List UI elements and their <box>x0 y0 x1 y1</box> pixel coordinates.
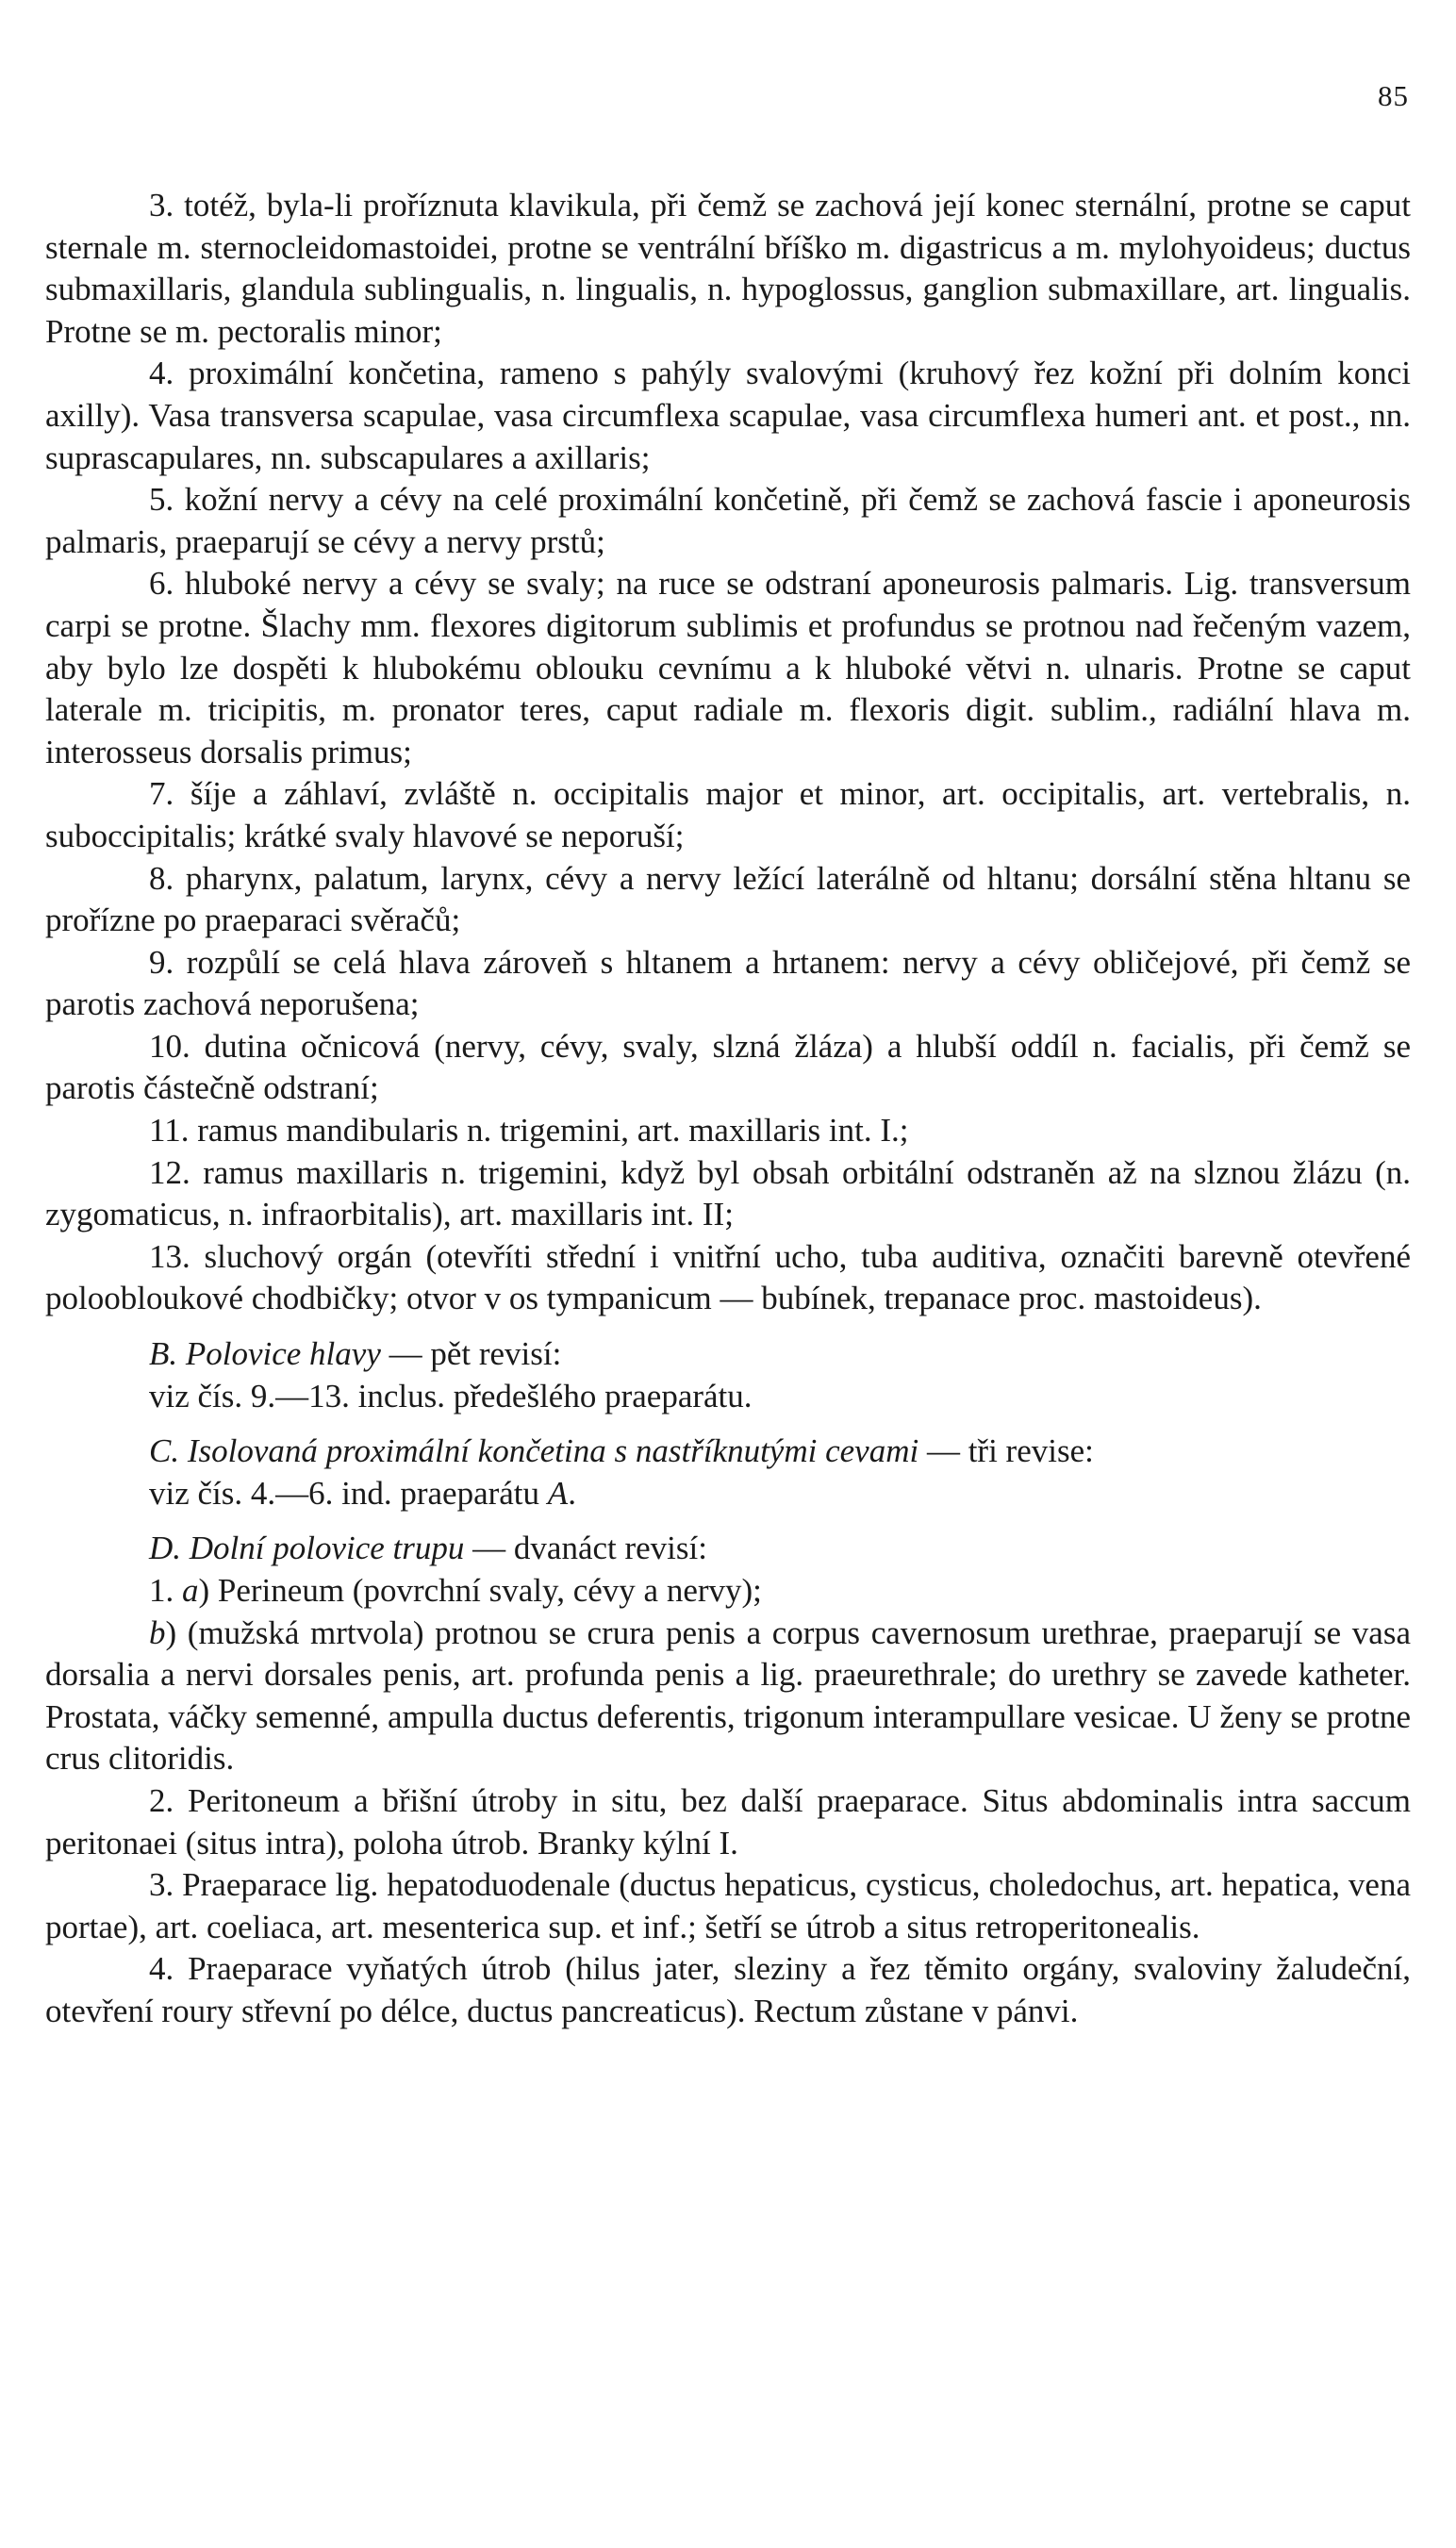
section-c-heading <box>45 1431 1411 1473</box>
item-3: 3. totéž, byla-li proříznuta klavikula, při čemž se zachová její konec sternální, protne se caput sternale m. sternocleidomastoidei, protne se ventrální bříško m. digastricus a m. mylohyoideus; ductus submaxillaris, glandula sublingualis, n. lingualis, n. hypoglossus, ganglion submaxillare, art. lingualis. Protne se m. pectoralis minor; <box>45 187 1411 350</box>
section-d-rest: — dvanáct revisí: <box>464 1530 707 1567</box>
item-9: 9. rozpůlí se celá hlava zároveň s hltanem a hrtanem: nervy a cévy obličejové, při čemž se parotis zachová neporušena; <box>45 943 1411 1023</box>
section-d-item-3: 3. Praeparace lig. hepatoduodenale (ductus hepaticus, cysticus, choledochus, art. hepatica, vena portae), art. coeliaca, art. mesenterica sup. et inf.; šetří se útrob a situs retroperitonealis. <box>45 1866 1411 1945</box>
section-c-detail <box>45 1473 1411 1515</box>
section-d-item-1a-num: 1. <box>149 1572 182 1609</box>
item-12: 12. ramus maxillaris n. trigemini, když byl obsah orbitální odstraněn až na slznou žlázu (n. zygomaticus, n. infraorbitalis), art. maxillaris int. II; <box>45 1153 1411 1233</box>
section-d-item-1a-text: ) Perineum (povrchní svaly, cévy a nervy); <box>198 1572 762 1609</box>
page-body <box>45 185 1411 2033</box>
item-7: 7. šíje a záhlaví, zvláště n. occipitalis major et minor, art. occipitalis, art. vertebralis, n. suboccipitalis; krátké svaly hlavové se neporuší; <box>45 775 1411 854</box>
section-b-heading <box>45 1333 1411 1376</box>
item-10: 10. dutina očnicová (nervy, cévy, svaly, slzná žláza) a hlubší oddíl n. facialis, při čemž se parotis částečně odstraní; <box>45 1027 1411 1107</box>
section-b-rest: — pět revisí: <box>380 1335 562 1373</box>
section-c-detail-end: . <box>568 1474 576 1512</box>
item-13: 13. sluchový orgán (otevříti střední i vnitřní ucho, tuba auditiva, označiti barevně otevřené poloobloukové chodbičky; otvor v os tympanicum — bubínek, trepanace proc. mastoideus). <box>45 1237 1411 1317</box>
section-b-title: B. Polovice hlavy <box>149 1335 381 1373</box>
item-6: 6. hluboké nervy a cévy se svaly; na ruce se odstraní aponeurosis palmaris. Lig. transversum carpi se protne. Šlachy mm. flexores digitorum sublimis et profundus se protnou nad řečeným vazem, aby bylo lze dospěti k hlubokému oblouku cevnímu a k hluboké větvi n. ulnaris. Protne se caput laterale m. tricipitis, m. pronator teres, caput radiale m. flexoris digit. sublim., radiální hlava m. interosseus dorsalis primus; <box>45 565 1411 770</box>
item-11: 11. ramus mandibularis n. trigemini, art. maxillaris int. I.; <box>149 1112 909 1150</box>
page-number: 85 <box>1378 79 1409 112</box>
section-c-ref: A <box>547 1474 569 1512</box>
item-8: 8. pharynx, palatum, larynx, cévy a nervy ležící laterálně od hltanu; dorsální stěna hltanu se prořízne po praeparaci svěračů; <box>45 859 1411 939</box>
section-d-title: D. Dolní polovice trupu <box>149 1530 465 1567</box>
section-c-detail-text: viz čís. 4.—6. ind. praeparátu <box>149 1474 548 1512</box>
section-d-item-1a <box>45 1570 1411 1613</box>
section-d-item-1a-letter: a <box>182 1572 199 1609</box>
item-4: 4. proximální končetina, rameno s pahýly svalovými (kruhový řez kožní při dolním konci axilly). Vasa transversa scapulae, vasa circumflexa scapulae, vasa circumflexa humeri ant. et post., nn. suprascapulares, nn. subscapulares a axillaris; <box>45 355 1411 476</box>
section-d-item-2: 2. Peritoneum a břišní útroby in situ, bez další praeparace. Situs abdominalis intra saccum peritonaei (situs intra), poloha útrob. Branky kýlní I. <box>45 1781 1411 1861</box>
section-b-detail: viz čís. 9.—13. inclus. předešlého praeparátu. <box>149 1377 753 1415</box>
section-d-item-1b <box>45 1613 1411 1780</box>
section-c-title: C. Isolovaná proximální končetina s nastříknutými cevami <box>149 1432 919 1470</box>
section-d-heading <box>45 1528 1411 1570</box>
section-c-rest: — tři revise: <box>918 1432 1094 1470</box>
item-5: 5. kožní nervy a cévy na celé proximální končetině, při čemž se zachová fascie i aponeurosis palmaris, praeparují se cévy a nervy prstů; <box>45 481 1411 560</box>
section-d-item-1b-letter: b <box>149 1613 166 1651</box>
section-d-item-4: 4. Praeparace vyňatých útrob (hilus jater, sleziny a řez těmito orgány, svaloviny žaludeční, otevření roury střevní po délce, ductus pancreaticus). Rectum zůstane v pánvi. <box>45 1950 1411 2029</box>
section-d-item-1b-text: ) (mužská mrtvola) protnou se crura penis a corpus cavernosum urethrae, praeparují se vasa dorsalia a nervi dorsales penis, art. profunda penis a lig. praeurethrale; do urethry se zavede katheter. Prostata, váčky semenné, ampulla ductus deferentis, trigonum interampullare vesicae. U ženy se protne crus clitoridis. <box>45 1613 1411 1778</box>
